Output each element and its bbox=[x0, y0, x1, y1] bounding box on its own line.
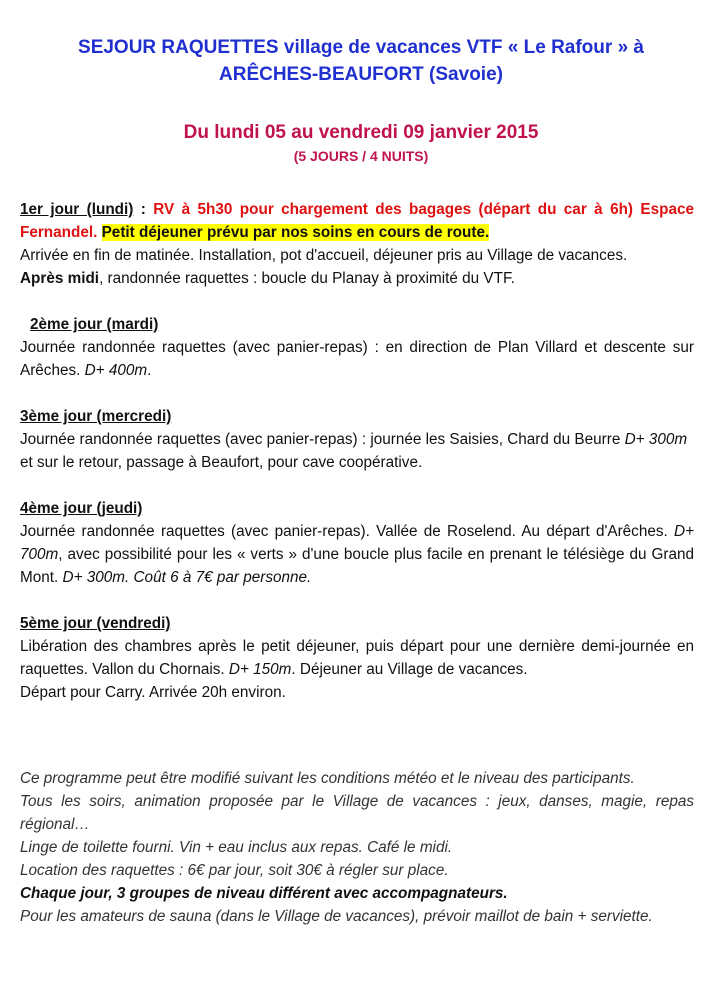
day1-afternoon-text: , randonnée raquettes : boucle du Planay à proximité du VTF. bbox=[99, 270, 515, 287]
day1-afternoon-label: Après midi bbox=[20, 270, 100, 287]
day5-paragraph bbox=[20, 635, 694, 681]
program-body bbox=[20, 198, 694, 704]
day4-title: 4ème jour (jeudi) bbox=[20, 500, 143, 517]
title-line-2: ARÊCHES-BEAUFORT (Savoie) bbox=[219, 64, 503, 85]
day4-text: Journée randonnée raquettes (avec panier-repas). Vallée de Roselend. Au départ d'Arêches. bbox=[20, 523, 675, 540]
document-title bbox=[0, 34, 722, 88]
note-linen: Linge de toilette fourni. Vin + eau inclus aux repas. Café le midi. bbox=[20, 839, 453, 856]
note-rental: Location des raquettes : 6€ par jour, soit 30€ à régler sur place. bbox=[20, 862, 449, 879]
day1-arrival: Arrivée en fin de matinée. Installation, pot d'accueil, déjeuner pris au Village de vacances. bbox=[20, 247, 628, 264]
day1-paragraph bbox=[20, 198, 694, 244]
day4-elevation: D+ 700m bbox=[20, 523, 694, 563]
notes-section bbox=[20, 767, 694, 928]
day5-heading bbox=[20, 612, 694, 635]
note-conditions: Ce programme peut être modifié suivant les conditions météo et le niveau des participants. bbox=[20, 770, 635, 787]
day3-heading bbox=[20, 405, 694, 428]
day5-text2: . Déjeuner au Village de vacances. bbox=[291, 661, 528, 678]
day4-elevation2: D+ 300m. Coût 6 à 7€ par personne. bbox=[62, 569, 312, 586]
day2-end: . bbox=[147, 362, 152, 379]
day2-title: 2ème jour (mardi) bbox=[30, 316, 159, 333]
day2-heading bbox=[20, 313, 694, 336]
title-line-1: SEJOUR RAQUETTES village de vacances VTF « Le Rafour » à bbox=[78, 37, 644, 58]
note-groups: Chaque jour, 3 groupes de niveau différent avec accompagnateurs. bbox=[20, 885, 508, 902]
day3-text: Journée randonnée raquettes (avec panier-repas) : journée les Saisies, Chard du Beurre bbox=[20, 431, 625, 448]
day4-paragraph bbox=[20, 520, 694, 589]
day2-elevation: D+ 400m bbox=[84, 362, 148, 379]
day5-title: 5ème jour (vendredi) bbox=[20, 615, 171, 632]
stay-dates bbox=[0, 121, 722, 167]
day1-breakfast: Petit déjeuner prévu par nos soins en cours de route. bbox=[101, 224, 490, 241]
day3-title: 3ème jour (mercredi) bbox=[20, 408, 172, 425]
day4-text2: , avec possibilité pour les « verts » d'une boucle plus facile en prenant le télésiège du Grand Mont. bbox=[20, 546, 694, 586]
day3-elevation: D+ 300m bbox=[624, 431, 688, 448]
day5-departure: Départ pour Carry. Arrivée 20h environ. bbox=[20, 684, 286, 701]
day1-meeting: RV à 5h30 pour chargement des bagages (départ du car à 6h) Espace Fernandel. bbox=[20, 201, 694, 241]
day5-text: Libération des chambres après le petit déjeuner, puis départ pour une dernière demi-journée en raquettes. Vallon du Chornais. bbox=[20, 638, 694, 678]
day3-text2: et sur le retour, passage à Beaufort, pour cave coopérative. bbox=[20, 454, 423, 471]
duration-line: (5 JOURS / 4 NUITS) bbox=[293, 148, 429, 164]
dates-line: Du lundi 05 au vendredi 09 janvier 2015 bbox=[183, 122, 539, 143]
day1-title: 1er jour (lundi) bbox=[20, 201, 134, 218]
day2-text: Journée randonnée raquettes (avec panier-repas) : en direction de Plan Villard et descente sur Arêches. bbox=[20, 339, 694, 379]
day3-paragraph bbox=[20, 428, 694, 474]
day5-elevation: D+ 150m bbox=[228, 661, 292, 678]
day1-colon: : bbox=[133, 201, 154, 218]
day2-paragraph bbox=[20, 336, 694, 382]
note-sauna: Pour les amateurs de sauna (dans le Village de vacances), prévoir maillot de bain + serviette. bbox=[20, 908, 653, 925]
day4-heading bbox=[20, 497, 694, 520]
note-evenings: Tous les soirs, animation proposée par le Village de vacances : jeux, danses, magie, repas régional… bbox=[20, 793, 694, 833]
day1-afternoon bbox=[20, 267, 694, 290]
